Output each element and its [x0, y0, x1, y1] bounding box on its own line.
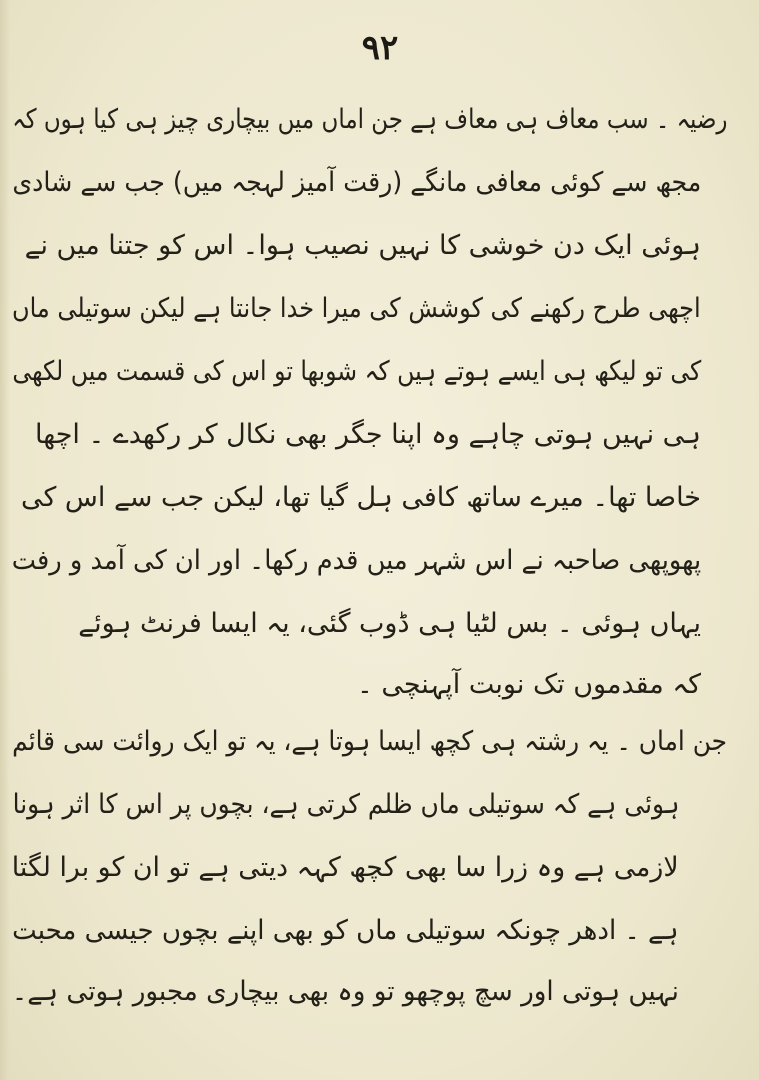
text-line-12: ہوئی ہے کہ سوتیلی ماں ظلم کرتی ہے، بچوں پر اس کا اثر ہونا — [12, 789, 679, 820]
text-line-13: لازمی ہے وہ زرا سا بھی کچھ کہہ دیتی ہے تو ان کو برا لگتا — [12, 852, 679, 883]
text-line-15: نہیں ہوتی اور سچ پوچھو تو وہ بھی بیچاری مجبور ہوتی ہے۔ — [11, 976, 679, 1007]
text-line-14: ہے ۔ ادھر چونکہ سوتیلی ماں کو بھی اپنے بچوں جیسی محبت — [12, 915, 679, 946]
text-line-8: پھوپھی صاحبہ نے اس شہر میں قدم رکھا۔ اور ان کی آمد و رفت — [11, 545, 701, 576]
text-line-6: ہی نہیں ہوتی چاہے وہ اپنا جگر بھی نکال کر رکھدے ۔ اچھا — [35, 419, 701, 450]
text-line-3: ہوئی ایک دن خوشی کا نہیں نصیب ہوا۔ اس کو جتنا میں نے — [24, 230, 701, 261]
text-line-2: مجھ سے کوئی معافی مانگے (رقت آمیز لہجہ میں) جب سے شادی — [11, 167, 701, 198]
page-number: ۹۲ — [361, 28, 399, 68]
text-line-4: اچھی طرح رکھنے کی کوشش کی میرا خدا جانتا ہے لیکن سوتیلی ماں — [12, 293, 701, 324]
text-line-7: خاصا تھا۔ میرے ساتھ کافی ہل گیا تھا، لیکن جب سے اس کی — [20, 482, 701, 513]
text-line-5: کی تو لیکھ ہی ایسے ہوتے ہیں کہ شوبھا تو اس کی قسمت میں لکھی — [12, 356, 701, 387]
text-line-1: رضیہ ۔ سب معاف ہی معاف ہے جن اماں میں بیچاری چیز ہی کیا ہوں کہ — [11, 104, 727, 135]
text-line-11: جن اماں ۔ یہ رشتہ ہی کچھ ایسا ہوتا ہے، یہ تو ایک روائت سی قائم — [12, 726, 727, 757]
page-shadow-edge — [0, 0, 10, 1080]
text-line-10: کہ مقدموں تک نوبت آپہنچی ۔ — [356, 669, 701, 700]
text-line-9: یہاں ہوئی ۔ بس لٹیا ہی ڈوب گئی، یہ ایسا فرنٹ ہوئے — [78, 608, 701, 639]
